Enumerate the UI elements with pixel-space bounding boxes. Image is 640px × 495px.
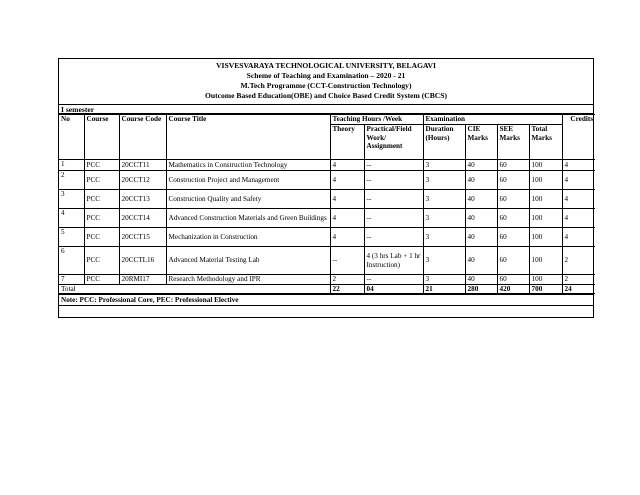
row-credits: 4: [562, 171, 595, 190]
document-header: [59, 59, 593, 105]
row-see: 60: [497, 228, 529, 247]
row-total: 100: [529, 190, 562, 209]
note-text: Note: PCC: Professional Core, PEC: Professional Elective: [59, 294, 593, 305]
row-no: 1: [59, 160, 84, 171]
row-title: Research Methodology and IPR: [166, 275, 330, 285]
row-credits: 4: [562, 160, 595, 171]
row-practical: --: [364, 209, 423, 228]
row-credits: 4: [562, 209, 595, 228]
row-duration: 3: [423, 160, 465, 171]
empty-footer-row: [59, 305, 593, 315]
row-no: 5: [59, 228, 84, 247]
table-row: [59, 190, 595, 209]
row-practical: --: [364, 160, 423, 171]
row-code: 20CCT13: [119, 190, 166, 209]
row-course: PCC: [84, 228, 119, 247]
row-duration: 3: [423, 247, 465, 275]
row-see: 60: [497, 171, 529, 190]
col-no: No: [59, 115, 84, 160]
row-total: 100: [529, 275, 562, 285]
scheme-document: [58, 58, 594, 318]
row-see: 60: [497, 160, 529, 171]
row-code: 20CCT14: [119, 209, 166, 228]
total-duration: 21: [423, 284, 465, 294]
row-code: 20RMI17: [119, 275, 166, 285]
total-see: 420: [497, 284, 529, 294]
row-duration: 3: [423, 171, 465, 190]
table-row: [59, 171, 595, 190]
scheme-table: [59, 114, 595, 294]
col-practical: Practical/Field Work/ Assignment: [364, 125, 423, 160]
row-total: 100: [529, 247, 562, 275]
row-practical: --: [364, 171, 423, 190]
system-title: Outcome Based Education(OBE) and Choice Based Credit System (CBCS): [204, 91, 448, 100]
row-duration: 3: [423, 190, 465, 209]
row-theory: 4: [330, 228, 364, 247]
semester-label: I semester: [59, 105, 593, 114]
row-no: 4: [59, 209, 84, 228]
row-title: Advanced Material Testing Lab: [166, 247, 330, 275]
row-title: Advanced Construction Materials and Green Buildings: [166, 209, 330, 228]
row-cie: 40: [465, 247, 497, 275]
row-duration: 3: [423, 275, 465, 285]
row-theory: --: [330, 247, 364, 275]
table-row: [59, 247, 595, 275]
table-row: [59, 209, 595, 228]
row-practical: --: [364, 275, 423, 285]
row-see: 60: [497, 247, 529, 275]
row-no: 2: [59, 171, 84, 190]
row-see: 60: [497, 190, 529, 209]
col-duration: Duration (Hours): [423, 125, 465, 160]
row-theory: 4: [330, 209, 364, 228]
col-course: Course: [84, 115, 119, 160]
row-total: 100: [529, 171, 562, 190]
col-course-title: Course Title: [166, 115, 330, 160]
row-theory: 4: [330, 160, 364, 171]
row-duration: 3: [423, 209, 465, 228]
row-course: PCC: [84, 209, 119, 228]
header-row-1: [59, 115, 595, 125]
row-theory: 2: [330, 275, 364, 285]
total-credits: 24: [562, 284, 595, 294]
row-no: 6: [59, 247, 84, 275]
col-total-marks: Total Marks: [529, 125, 562, 160]
row-duration: 3: [423, 228, 465, 247]
university-name: VISVESVARAYA TECHNOLOGICAL UNIVERSITY, BELAGAVI: [216, 61, 436, 70]
row-credits: 2: [562, 275, 595, 285]
col-credits: Credits: [562, 115, 595, 160]
row-title: Mathematics in Construction Technology: [166, 160, 330, 171]
total-label: Total: [59, 284, 330, 294]
row-course: PCC: [84, 247, 119, 275]
total-row: [59, 284, 595, 294]
row-see: 60: [497, 275, 529, 285]
row-see: 60: [497, 209, 529, 228]
row-cie: 40: [465, 171, 497, 190]
row-course: PCC: [84, 190, 119, 209]
row-code: 20CCTL16: [119, 247, 166, 275]
row-no: 3: [59, 190, 84, 209]
row-credits: 2: [562, 247, 595, 275]
table-row: [59, 160, 595, 171]
row-credits: 4: [562, 190, 595, 209]
row-code: 20CCT15: [119, 228, 166, 247]
row-title: Construction Project and Management: [166, 171, 330, 190]
row-code: 20CCT12: [119, 171, 166, 190]
row-practical: --: [364, 228, 423, 247]
row-course: PCC: [84, 171, 119, 190]
row-no: 7: [59, 275, 84, 285]
total-practical: 04: [364, 284, 423, 294]
row-cie: 40: [465, 190, 497, 209]
row-total: 100: [529, 160, 562, 171]
row-cie: 40: [465, 209, 497, 228]
row-title: Construction Quality and Safety: [166, 190, 330, 209]
col-examination: Examination: [423, 115, 562, 125]
row-cie: 40: [465, 160, 497, 171]
total-marks: 700: [529, 284, 562, 294]
col-course-code: Course Code: [119, 115, 166, 160]
row-title: Mechanization in Construction: [166, 228, 330, 247]
row-cie: 40: [465, 228, 497, 247]
row-course: PCC: [84, 275, 119, 285]
table-row: [59, 275, 595, 285]
table-row: [59, 228, 595, 247]
col-teaching-hours: Teaching Hours /Week: [330, 115, 423, 125]
col-cie: CIE Marks: [465, 125, 497, 160]
row-practical: --: [364, 190, 423, 209]
total-theory: 22: [330, 284, 364, 294]
total-cie: 280: [465, 284, 497, 294]
row-theory: 4: [330, 171, 364, 190]
row-total: 100: [529, 209, 562, 228]
row-credits: 4: [562, 228, 595, 247]
programme-title: M.Tech Programme (CCT-Construction Technology): [240, 81, 412, 90]
row-code: 20CCT11: [119, 160, 166, 171]
col-theory: Theory: [330, 125, 364, 160]
row-course: PCC: [84, 160, 119, 171]
scheme-title: Scheme of Teaching and Examination – 2020 - 21: [246, 71, 406, 80]
col-see: SEE Marks: [497, 125, 529, 160]
row-total: 100: [529, 228, 562, 247]
row-cie: 40: [465, 275, 497, 285]
row-practical: 4 (3 hrs Lab + 1 hr Instruction): [364, 247, 423, 275]
row-theory: 4: [330, 190, 364, 209]
